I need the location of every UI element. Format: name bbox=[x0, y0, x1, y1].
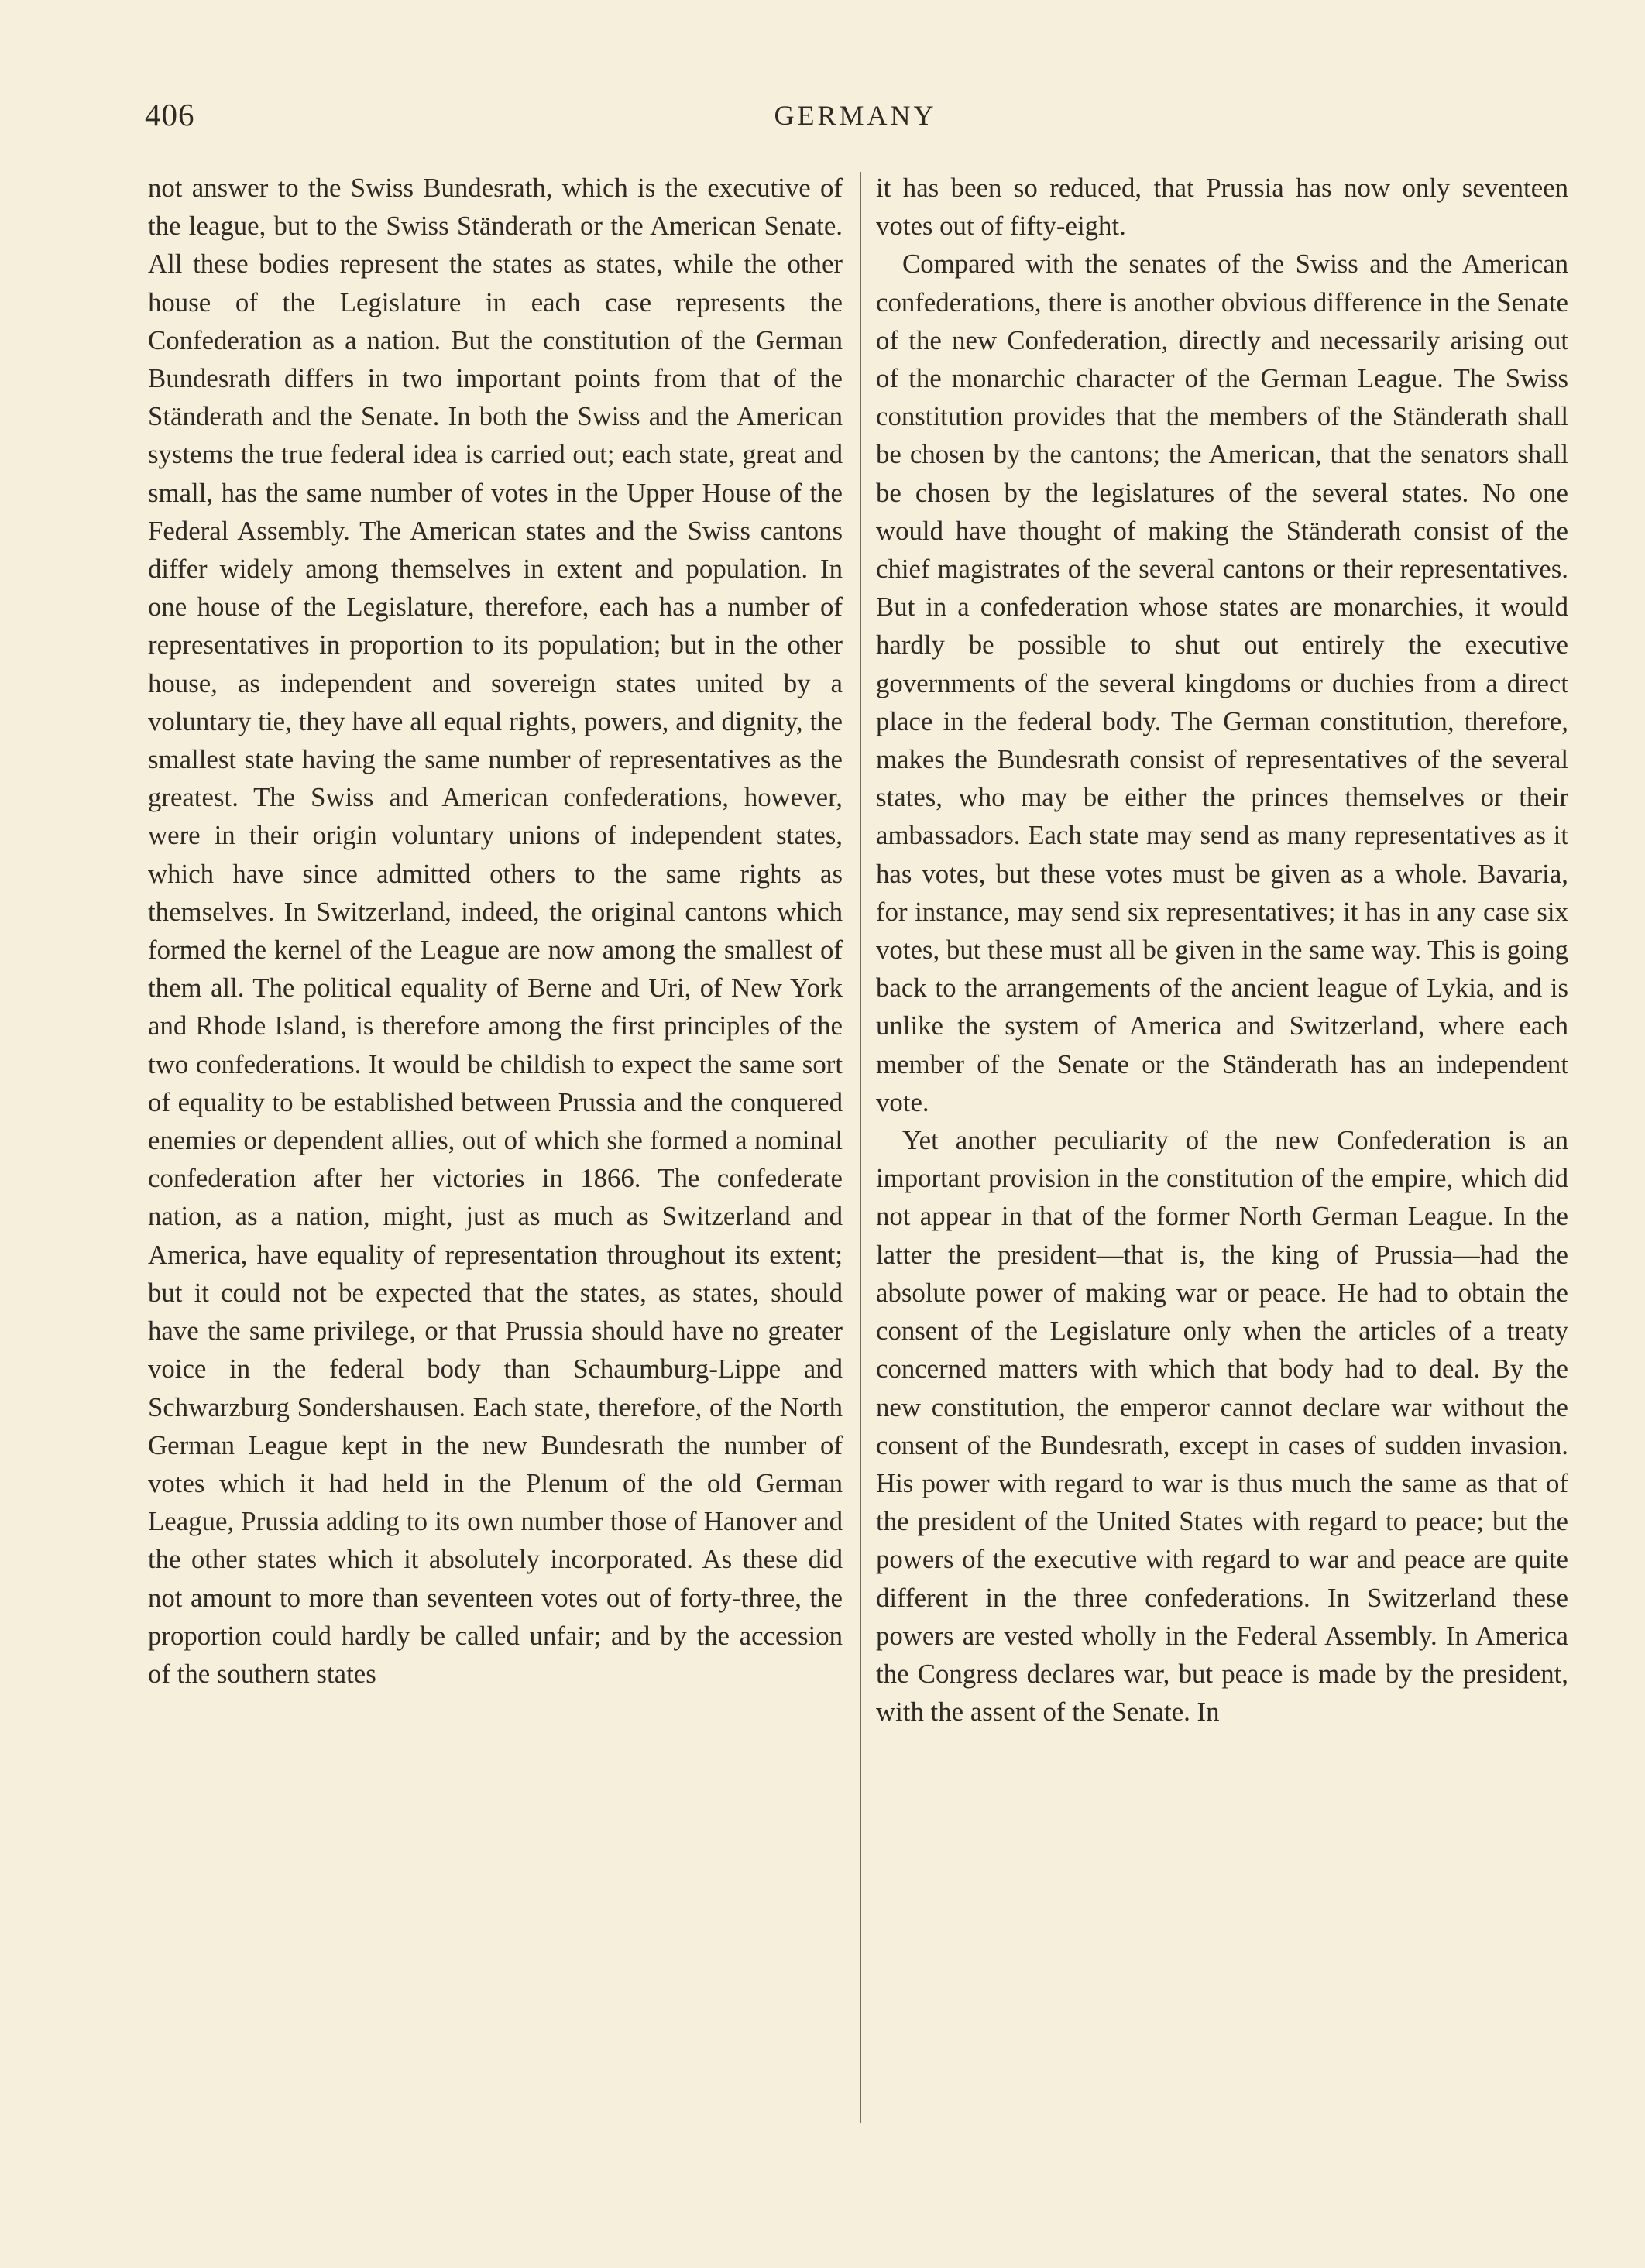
right-column bbox=[876, 169, 1568, 1731]
running-title: GERMANY bbox=[774, 100, 937, 131]
page-header bbox=[145, 96, 1566, 142]
left-paragraph-1: not answer to the Swiss Bundesrath, which is the executive of the league, but to the Swiss Ständerath or the American Senate. All these bodies represent the states as states, while the other house of the Legislature in each case represents the Confederation as a nation. But the constitution of the German Bundesrath differs in two important points from that of the Ständerath and the Senate. In both the Swiss and the American systems the true federal idea is carried out; each state, great and small, has the same number of votes in the Upper House of the Federal Assembly. The American states and the Swiss cantons differ widely among themselves in extent and population. In one house of the Legislature, therefore, each has a number of representatives in proportion to its population; but in the other house, as independent and sovereign states united by a voluntary tie, they have all equal rights, powers, and dignity, the smallest state having the same number of representatives as the greatest. The Swiss and American confederations, however, were in their origin voluntary unions of independent states, which have since admitted others to the same rights as themselves. In Switzerland, indeed, the original cantons which formed the kernel of the League are now among the smallest of them all. The political equality of Berne and Uri, of New York and Rhode Island, is therefore among the first principles of the two confederations. It would be childish to expect the same sort of equality to be established between Prussia and the conquered enemies or dependent allies, out of which she formed a nominal confederation after her victories in 1866. The confederate nation, as a nation, might, just as much as Switzerland and America, have equality of representation throughout its extent; but it could not be expected that the states, as states, should have the same privilege, or that Prussia should have no greater voice in the federal body than Schaumburg-Lippe and Schwarzburg Sondershausen. Each state, therefore, of the North German League kept in the new Bundesrath the number of votes which it had held in the Plenum of the old German League, Prussia adding to its own number those of Hanover and the other states which it absolutely incorporated. As these did not amount to more than seventeen votes out of forty-three, the proportion could hardly be called unfair; and by the accession of the southern states bbox=[148, 173, 843, 1689]
right-paragraph-2: Compared with the senates of the Swiss and the American confederations, there is another obvious difference in the Senate of the new Confederation, directly and necessarily arising out of the monarchic character of the German League. The Swiss constitution provides that the members of the Ständerath shall be chosen by the cantons; the American, that the senators shall be chosen by the legislatures of the several states. No one would have thought of making the Ständerath consist of the chief magistrates of the several cantons or their representatives. But in a confederation whose states are monarchies, it would hardly be possible to shut out entirely the executive governments of the several kingdoms or duchies from a direct place in the federal body. The German constitution, therefore, makes the Bundesrath consist of representatives of the several states, who may be either the princes themselves or their ambassadors. Each state may send as many representatives as it has votes, but these votes must be given as a whole. Bavaria, for instance, may send six representatives; it has in any case six votes, but these must all be given in the same way. This is going back to the arrangements of the ancient league of Lykia, and is unlike the system of America and Switzerland, where each member of the Senate or the Ständerath has an independent vote. bbox=[876, 249, 1568, 1117]
right-paragraph-3: Yet another peculiarity of the new Confederation is an important provision in the constitution of the empire, which did not appear in that of the former North German League. In the latter the president—that is, the king of Prussia—had the absolute power of making war or peace. He had to obtain the consent of the Legislature only when the articles of a treaty concerned matters with which that body had to deal. By the new constitution, the emperor cannot declare war without the consent of the Bundesrath, except in cases of sudden invasion. His power with regard to war is thus much the same as that of the president of the United States with regard to peace; but the powers of the executive with regard to war and peace are quite different in the three confederations. In Switzerland these powers are vested wholly in the Federal Assembly. In America the Congress declares war, but peace is made by the president, with the assent of the Senate. In bbox=[876, 1125, 1568, 1728]
column-divider bbox=[860, 172, 861, 2123]
page-number: 406 bbox=[145, 97, 195, 132]
right-paragraph-1: it has been so reduced, that Prussia has now only seventeen votes out of fifty-eight. bbox=[876, 173, 1568, 242]
left-column bbox=[148, 169, 843, 1693]
